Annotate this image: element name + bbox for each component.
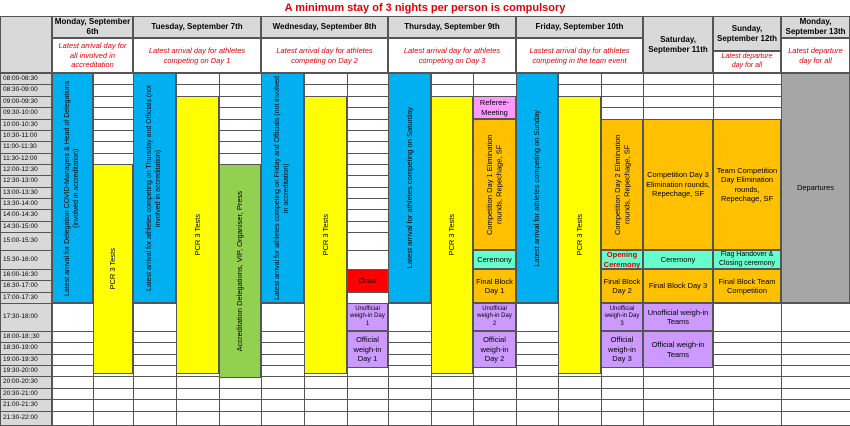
day-header-mon13: Monday, September 13th xyxy=(781,16,850,38)
empty-slot xyxy=(52,411,94,426)
empty-slot xyxy=(93,411,134,426)
empty-slot xyxy=(558,411,602,426)
event-fri-arrival: Latest arrival for athletes competing on Sunday xyxy=(516,73,558,303)
time-slot-label: 13:00-13:30 xyxy=(0,187,52,199)
empty-slot xyxy=(431,411,474,426)
time-slot-label: 15:00-15:30 xyxy=(0,232,52,251)
empty-slot xyxy=(304,411,348,426)
time-slot-label: 20:00-20:30 xyxy=(0,376,52,389)
day-header-wed: Wednesday, September 8th xyxy=(261,16,388,38)
event-tue-arrival: Latest arrival for athletes competing on Thursday and Officials (not involved in accreditation) xyxy=(133,73,176,303)
time-slot-label: 17:30-18:00 xyxy=(0,303,52,332)
event-thu-unofficial-weighin: Unofficial weigh-in Day 2 xyxy=(473,303,516,331)
empty-slot xyxy=(713,411,782,426)
empty-slot xyxy=(176,411,220,426)
event-sat-ceremony: Ceremony xyxy=(643,250,713,269)
event-fri-competition: Competition Day 2 Elimination rounds, Repechage, SF xyxy=(601,119,643,250)
event-sat-official-weighin: Official weigh-in Teams xyxy=(643,331,713,368)
empty-slot xyxy=(388,303,432,332)
event-sun-flag-handover: Flag Handover & Closing ceremony xyxy=(713,250,781,269)
empty-slot xyxy=(133,411,177,426)
empty-slot xyxy=(261,411,305,426)
empty-slot xyxy=(781,303,850,332)
time-slot-label: 08:30-09:00 xyxy=(0,84,52,97)
day-header-thu: Thursday, September 9th xyxy=(388,16,516,38)
time-slot-label: 16:30-17:00 xyxy=(0,280,52,293)
event-tue-accreditation: Accreditation Delegations, VIP, Organiser, Press xyxy=(219,164,261,378)
event-sat-competition: Competition Day 3 Elimination rounds, Repechage, SF xyxy=(643,119,713,250)
event-thu-referee-meeting: Referee-Meeting xyxy=(473,96,516,119)
empty-slot xyxy=(133,303,177,332)
time-slot-label: 13:30-14:00 xyxy=(0,198,52,210)
event-fri-unofficial-weighin: Unofficial weigh-in Day 3 xyxy=(601,303,643,331)
event-thu-final-block: Final Block Day 1 xyxy=(473,269,516,303)
empty-slot xyxy=(219,411,262,426)
day-note-fri: Lastest arrival day for athletes competing in the team event xyxy=(516,38,643,73)
event-fri-official-weighin: Official weigh-in Day 3 xyxy=(601,331,643,368)
time-slot-label: 14:30-15:00 xyxy=(0,221,52,233)
day-note-mon6: Latest arrival day for all involved in accreditation xyxy=(52,38,133,73)
event-wed-official-weighin: Official weigh-in Day 1 xyxy=(347,331,388,368)
empty-slot xyxy=(261,303,305,332)
time-slot-label: 09:30-10:00 xyxy=(0,107,52,120)
page-title: A minimum stay of 3 nights per person is compulsory xyxy=(284,2,566,14)
time-slot-label: 21:30-22:00 xyxy=(0,411,52,426)
time-slot-label: 09:00-09:30 xyxy=(0,96,52,108)
time-slot-label: 19:30-20:00 xyxy=(0,365,52,377)
time-slot-label: 11:00-11:30 xyxy=(0,141,52,154)
event-thu-competition: Competition Day 1 Elimination rounds, Repechage, SF xyxy=(473,119,516,250)
schedule-grid xyxy=(0,16,850,425)
empty-slot xyxy=(52,303,94,332)
day-note-mon13: Latest departure day for all xyxy=(781,38,850,73)
event-thu-arrival: Latest arrival for athletes competing on Saturday xyxy=(388,73,431,303)
empty-slot xyxy=(473,411,517,426)
time-slot-label: 08:00-08:30 xyxy=(0,73,52,85)
day-note-wed: Latest arrival day for athletes competing on Day 2 xyxy=(261,38,388,73)
day-header-mon6: Monday, September 6th xyxy=(52,16,133,38)
event-thu-official-weighin: Official weigh-in Day 2 xyxy=(473,331,516,368)
time-slot-label: 20:30-21:00 xyxy=(0,388,52,400)
event-fri-opening-ceremony: Opening Ceremony xyxy=(601,250,643,269)
day-note-tue: Latest arrival day for athletes competing on Day 1 xyxy=(133,38,261,73)
event-mon-arrival: Latest arrival for Delegation COVID-Managers & Head of Delegations (involved in accreditation) xyxy=(52,73,93,303)
time-slot-label: 12:00-12:30 xyxy=(0,164,52,176)
corner-cell xyxy=(0,16,52,73)
empty-slot xyxy=(347,411,389,426)
event-sat-final-block: Final Block Day 3 xyxy=(643,269,713,303)
day-header-sun: Sunday, September 12th xyxy=(713,16,781,51)
time-slot-label: 10:30-11:00 xyxy=(0,130,52,142)
event-thu-ceremony: Ceremony xyxy=(473,250,516,269)
event-wed-draw: Draw xyxy=(347,269,388,292)
empty-slot xyxy=(516,303,559,332)
empty-slot xyxy=(781,411,850,426)
empty-slot xyxy=(347,250,389,270)
empty-slot xyxy=(713,303,782,332)
time-slot-label: 15:30-16:00 xyxy=(0,250,52,270)
empty-slot xyxy=(347,232,389,251)
day-header-sat: Saturday, September 11th xyxy=(643,16,713,73)
time-slot-label: 18:00-18:;30 xyxy=(0,331,52,343)
event-mon-pcr: PCR 3 Tests xyxy=(93,164,133,374)
event-sun-final-block: Final Block Team Competition xyxy=(713,269,781,303)
empty-slot xyxy=(601,411,644,426)
time-slot-label: 21:00-21:30 xyxy=(0,399,52,412)
event-wed-arrival: Latest arrival for athletes competing on Friday and Officials (not involved in accreditation) xyxy=(261,73,304,303)
time-slot-label: 16:00-16:30 xyxy=(0,269,52,281)
day-note-sun: Latest departure day for all xyxy=(713,51,781,73)
time-slot-label: 18:30-19:00 xyxy=(0,342,52,355)
event-sat-unofficial-weighin: Unofficial weigh-in Teams xyxy=(643,303,713,331)
time-slot-label: 10:00-10:30 xyxy=(0,119,52,131)
time-slot-label: 19:00-19:30 xyxy=(0,354,52,366)
event-fri-pcr: PCR 3 Tests xyxy=(558,96,601,374)
empty-slot xyxy=(643,411,714,426)
empty-slot xyxy=(516,411,559,426)
day-header-fri: Friday, September 10th xyxy=(516,16,643,38)
event-mon13-departures: Departures xyxy=(781,73,850,303)
event-wed-unofficial-weighin: Unofficial weigh-in Day 1 xyxy=(347,303,388,331)
day-header-tue: Tuesday, September 7th xyxy=(133,16,261,38)
event-thu-pcr: PCR 3 Tests xyxy=(431,96,473,374)
event-wed-pcr: PCR 3 Tests xyxy=(304,96,347,374)
time-slot-label: 12:30-13:00 xyxy=(0,175,52,188)
time-slot-label: 11:30-12:00 xyxy=(0,153,52,165)
event-sun-team-competition: Team Competition Day Elimination rounds, Repechage, SF xyxy=(713,119,781,250)
day-note-thu: Latest arrival day for athletes competing on Day 3 xyxy=(388,38,516,73)
time-slot-label: 17:00-17:30 xyxy=(0,292,52,304)
time-slot-label: 14:00-14:30 xyxy=(0,209,52,222)
event-fri-final-block: Final Block Day 2 xyxy=(601,269,643,303)
empty-slot xyxy=(388,411,432,426)
event-tue-pcr: PCR 3 Tests xyxy=(176,96,219,374)
